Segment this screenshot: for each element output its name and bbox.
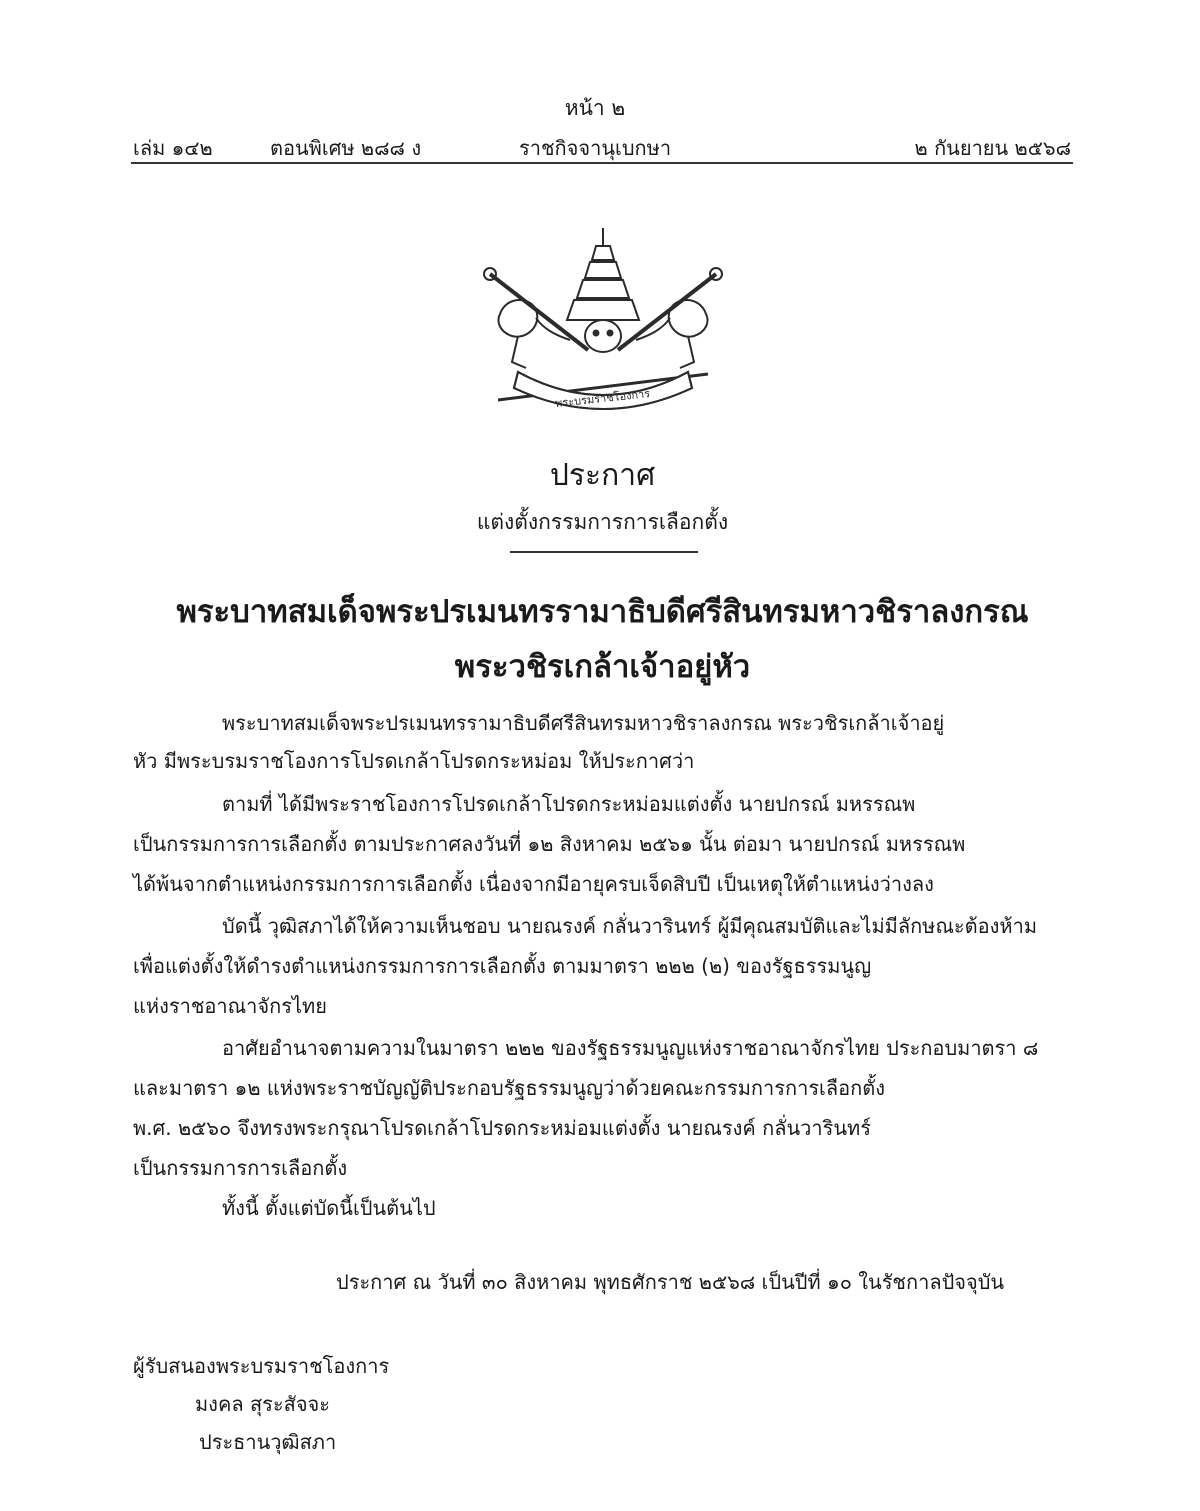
issue-number: ตอนพิเศษ ๒๘๘ ง: [270, 136, 422, 160]
body-line-8: แห่งราชอาณาจักรไทย: [133, 994, 327, 1018]
body-line-7: เพื่อแต่งตั้งให้ดำรงตำแหน่งกรรมการการเลือกตั้ง ตามมาตรา ๒๒๒ (๒) ของรัฐธรรมนูญ: [133, 954, 872, 978]
royal-emblem-icon: [478, 222, 728, 412]
royal-emblem-drawing: [478, 222, 728, 412]
body-line-4: เป็นกรรมการการเลือกตั้ง ตามประกาศลงวันที่ ๑๒ สิงหาคม ๒๕๖๑ นั้น ต่อมา นายปกรณ์ มหรรณพ: [133, 832, 966, 856]
body-line-11: พ.ศ. ๒๕๖๐ จึงทรงพระกรุณาโปรดเกล้าโปรดกระหม่อมแต่งตั้ง นายณรงค์ กลั่นวารินทร์: [133, 1116, 871, 1140]
body-line-3: ตามที่ ได้มีพระราชโองการโปรดเกล้าโปรดกระหม่อมแต่งตั้ง นายปกรณ์ มหรรณพ: [222, 792, 916, 816]
emblem-ribbon-text: พระบรมราชโองการ: [554, 387, 651, 410]
issue-date: ๒ กันยายน ๒๕๖๘: [914, 136, 1071, 160]
king-name-line-1: พระบาทสมเด็จพระปรเมนทรรามาธิบดีศรีสินทรมหาวชิราลงกรณ: [176, 594, 1029, 630]
body-line-12: เป็นกรรมการการเลือกตั้ง: [133, 1156, 348, 1180]
countersign-label: ผู้รับสนองพระบรมราชโองการ: [133, 1354, 390, 1378]
volume-number: เล่ม ๑๔๒: [133, 136, 213, 160]
document-title: ประกาศ: [549, 458, 656, 493]
proclamation-date: ประกาศ ณ วันที่ ๓๐ สิงหาคม พุทธศักราช ๒๕๖๘ เป็นปีที่ ๑๐ ในรัชกาลปัจจุบัน: [336, 1270, 1005, 1294]
header-divider: [131, 162, 1073, 164]
body-line-9: อาศัยอำนาจตามความในมาตรา ๒๒๒ ของรัฐธรรมนูญแห่งราชอาณาจักรไทย ประกอบมาตรา ๘: [222, 1036, 1039, 1060]
countersign-position: ประธานวุฒิสภา: [199, 1430, 337, 1454]
king-name-line-2: พระวชิรเกล้าเจ้าอยู่หัว: [454, 649, 751, 685]
document-subtitle: แต่งตั้งกรรมการการเลือกตั้ง: [476, 510, 729, 534]
gazette-header: [133, 132, 1071, 162]
page-number: หน้า ๒: [564, 96, 626, 120]
countersign-name: มงคล สุระสัจจะ: [195, 1392, 331, 1416]
body-line-5: ได้พ้นจากตำแหน่งกรรมการการเลือกตั้ง เนื่องจากมีอายุครบเจ็ดสิบปี เป็นเหตุให้ตำแหน่งว่างลง: [133, 872, 934, 896]
body-line-13: ทั้งนี้ ตั้งแต่บัดนี้เป็นต้นไป: [222, 1196, 436, 1220]
title-divider: [510, 551, 698, 553]
body-line-1: พระบาทสมเด็จพระปรเมนทรรามาธิบดีศรีสินทรมหาวชิราลงกรณ พระวชิรเกล้าเจ้าอยู่: [222, 711, 945, 735]
body-line-2: หัว มีพระบรมราชโองการโปรดเกล้าโปรดกระหม่อม ให้ประกาศว่า: [133, 749, 695, 773]
body-line-6: บัดนี้ วุฒิสภาได้ให้ความเห็นชอบ นายณรงค์ กลั่นวารินทร์ ผู้มีคุณสมบัติและไม่มีลักษณะต้องห้าม: [222, 914, 1038, 938]
gazette-name: ราชกิจจานุเบกษา: [519, 136, 672, 160]
body-line-10: และมาตรา ๑๒ แห่งพระราชบัญญัติประกอบรัฐธรรมนูญว่าด้วยคณะกรรมการการเลือกตั้ง: [133, 1076, 886, 1100]
